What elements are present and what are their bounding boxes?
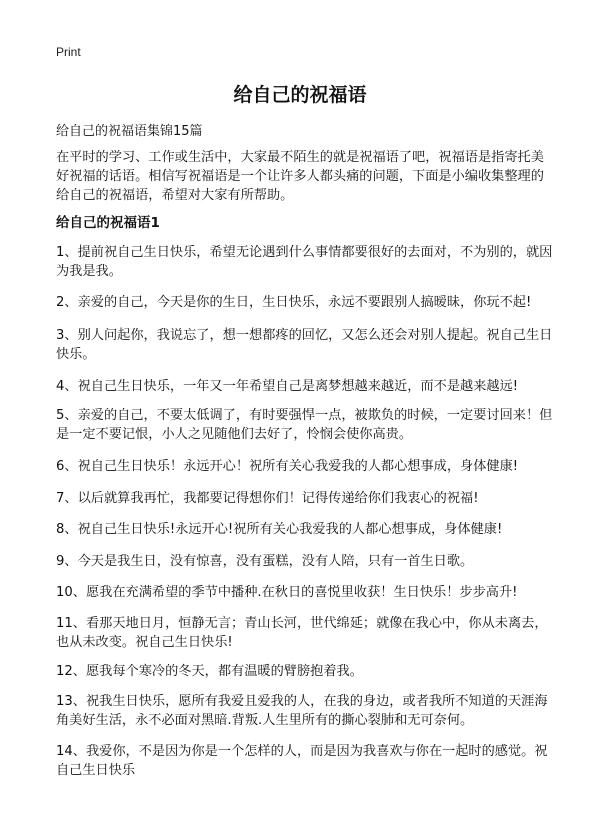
intro-paragraph: 在平时的学习、工作或生活中，大家最不陌生的就是祝福语了吧，祝福语是指寄托美好祝福的话语。相信写祝福语是一个让许多人都头痛的问题，下面是小编收集整理的给自己的祝福语，希望对大家有所帮助。 bbox=[56, 150, 544, 203]
list-item: 2、亲爱的自己，今天是你的生日，生日快乐，永远不要跟别人搞暧昧，你玩不起! bbox=[56, 295, 532, 310]
list-item: 11、看那天地日月，恒静无言；青山长河，世代绵延；就像在我心中，你从未离去，也从未改变。祝自己生日快乐! bbox=[56, 616, 548, 650]
list-item: 7、以后就算我再忙，我都要记得想你们！记得传递给你们我衷心的祝福! bbox=[56, 491, 479, 506]
document-subtitle: 给自己的祝福语集锦15篇 bbox=[56, 124, 203, 139]
list-item: 4、祝自己生日快乐，一年又一年希望自己是离梦想越来越近，而不是越来越远! bbox=[56, 379, 519, 394]
list-item: 14、我爱你，不是因为你是一个怎样的人，而是因为我喜欢与你在一起时的感觉。祝自己生日快乐 bbox=[56, 744, 548, 778]
print-label: Print bbox=[56, 45, 81, 59]
list-item: 5、亲爱的自己，不要太低调了，有时要强悍一点，被欺负的时候，一定要讨回来！但是一定不要记恨，小人之见随他们去好了，怜悯会使你高贵。 bbox=[56, 408, 553, 442]
list-item: 13、祝我生日快乐，愿所有我爱且爱我的人，在我的身边，或者我所不知道的天涯海角美好生活，永不必面对黑暗.背叛.人生里所有的撕心裂肺和无可奈何。 bbox=[56, 694, 548, 728]
list-item: 3、别人问起你，我说忘了，想一想都疼的回忆，又怎么还会对别人提起。祝自己生日快乐。 bbox=[56, 328, 553, 362]
list-item: 6、祝自己生日快乐！永远开心！祝所有关心我爱我的人都心想事成，身体健康! bbox=[56, 459, 519, 474]
list-item: 8、祝自己生日快乐!永远开心!祝所有关心我爱我的人都心想事成，身体健康! bbox=[56, 522, 503, 537]
list-item: 9、今天是我生日，没有惊喜，没有蛋糕，没有人陪，只有一首生日歌。 bbox=[56, 554, 474, 569]
list-item: 1、提前祝自己生日快乐，希望无论遇到什么事情都要很好的去面对，不为别的，就因为我是我。 bbox=[56, 245, 553, 279]
section-heading: 给自己的祝福语1 bbox=[56, 215, 160, 231]
list-item: 10、愿我在充满希望的季节中播种.在秋日的喜悦里收获！生日快乐！步步高升! bbox=[56, 585, 518, 600]
list-item: 12、愿我每个寒冷的冬天，都有温暖的臂膀抱着我。 bbox=[56, 664, 363, 679]
page-title: 给自己的祝福语 bbox=[233, 84, 367, 106]
